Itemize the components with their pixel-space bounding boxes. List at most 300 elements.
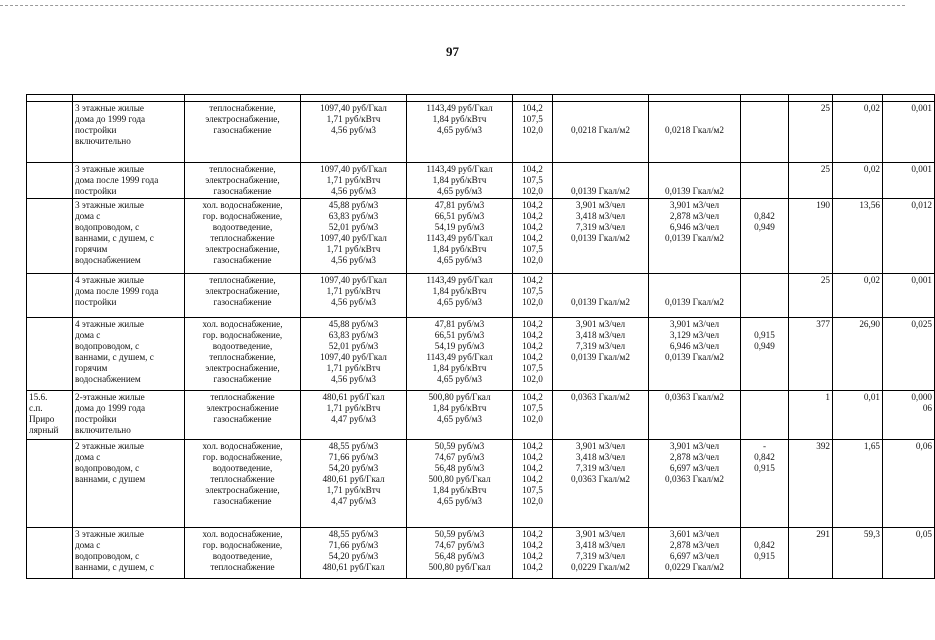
cell-line: 2,878 м3/чел	[669, 540, 720, 550]
cell-line: водоотведение,	[212, 463, 273, 473]
cell-line: 6,697 м3/чел	[669, 463, 720, 473]
cell-line: 4,56 руб/м3	[331, 255, 376, 265]
tariff-current-cell	[301, 274, 407, 318]
cell-line: 54,20 руб/м3	[328, 551, 379, 561]
cell-line: постройки	[75, 297, 117, 307]
cell-line: теплоснабжение	[210, 233, 275, 243]
cell-line: 56,48 руб/м3	[434, 463, 485, 473]
cell-line: 47,81 руб/м3	[434, 319, 485, 329]
index-cell	[513, 274, 553, 318]
cell-line: 1143,49 руб/Гкал	[426, 275, 493, 285]
value-2-cell	[883, 274, 935, 318]
cell-line: 480,61 руб/Гкал	[322, 392, 385, 402]
building-type-cell	[73, 199, 185, 274]
value-2-cell	[883, 440, 935, 528]
table-body	[27, 95, 935, 579]
cell-line: 0,000	[911, 392, 932, 402]
cell-line: 71,66 руб/м3	[328, 452, 379, 462]
cell-line: 104,2	[522, 341, 543, 351]
value-2-cell	[883, 318, 935, 391]
cell-line: хол. водоснабжение,	[202, 529, 283, 539]
cell-line: 3 этажные жилые	[75, 529, 144, 539]
cell-line: 102,0	[522, 186, 543, 196]
cell-line: постройки	[75, 414, 117, 424]
cell-line: электроснабжение,	[205, 286, 280, 296]
cell-line: 0,0139 Гкал/м2	[665, 233, 724, 243]
services-cell	[185, 318, 301, 391]
norm-next-cell	[649, 391, 741, 440]
cell-line: 104,2	[522, 529, 543, 539]
cell-line: 1097,40 руб/Гкал	[320, 275, 387, 285]
cell-line: 4,47 руб/м3	[331, 414, 376, 424]
cell-line: включительно	[75, 425, 131, 435]
value-2-cell	[883, 102, 935, 163]
cell-line: 104,2	[522, 233, 543, 243]
cell-line: 26,90	[859, 319, 880, 329]
cell-line: 0,0218 Гкал/м2	[665, 125, 724, 135]
cell-line: водопроводом, с	[75, 341, 140, 351]
cell-line: 4,65 руб/м3	[437, 374, 482, 384]
cell-line: дома с	[75, 452, 101, 462]
cell-line: 392	[816, 441, 830, 451]
cell-line	[651, 164, 738, 175]
table-row	[27, 102, 935, 163]
cell-line: 0,0363 Гкал/м2	[571, 474, 630, 484]
cell-line: 377	[816, 319, 830, 329]
cell-line: водоотведение,	[212, 341, 273, 351]
count-cell	[789, 528, 833, 579]
cell-line: 500,80 руб/Гкал	[428, 392, 491, 402]
place-cell	[27, 274, 73, 318]
cell-line: 0,012	[911, 200, 932, 210]
cell-line: 25	[820, 164, 830, 174]
cell-line: 0,0139 Гкал/м2	[665, 352, 724, 362]
cell-line: 4,56 руб/м3	[331, 374, 376, 384]
norm-current-cell	[553, 318, 649, 391]
cell-line: 0,0363 Гкал/м2	[571, 392, 630, 402]
cell-line: дома с	[75, 330, 101, 340]
tariff-next-cell	[407, 528, 513, 579]
value-1-cell	[833, 528, 883, 579]
coefficient-cell	[741, 440, 789, 528]
cell-line: 107,5	[522, 244, 543, 254]
norm-current-cell	[553, 199, 649, 274]
cell-line: 107,5	[522, 485, 543, 495]
cell-line: хол. водоснабжение,	[202, 319, 283, 329]
cell-line: 1143,49 руб/Гкал	[426, 164, 493, 174]
cell-line: 0,05	[915, 529, 932, 539]
cell-line: 104,2	[522, 275, 543, 285]
cell-line: 0,0218 Гкал/м2	[571, 125, 630, 135]
place-cell	[27, 102, 73, 163]
cell-line: горячим	[75, 244, 108, 254]
cell-line: 54,19 руб/м3	[434, 341, 485, 351]
cell-line: 1097,40 руб/Гкал	[320, 352, 387, 362]
cell-line: 480,61 руб/Гкал	[322, 474, 385, 484]
cell-line: 0,0139 Гкал/м2	[571, 352, 630, 362]
cell-line: 45,88 руб/м3	[328, 319, 379, 329]
cell-line: 4,56 руб/м3	[331, 186, 376, 196]
place-cell	[27, 440, 73, 528]
tariff-current-cell	[301, 440, 407, 528]
cell-line: 104,2	[522, 200, 543, 210]
cell-line	[743, 529, 786, 540]
cell-line	[555, 164, 646, 175]
cell-line: дома после 1999 года	[75, 286, 159, 296]
cell-line: 2-этажные жилые	[75, 392, 145, 402]
cell-line: горячим	[75, 363, 108, 373]
cell-line: 0,02	[863, 164, 880, 174]
cell-line	[555, 286, 646, 297]
place-cell	[27, 163, 73, 199]
cell-line: газоснабжение	[213, 374, 272, 384]
cell-line: дома до 1999 года	[75, 403, 146, 413]
cell-line: 66,51 руб/м3	[434, 330, 485, 340]
cell-line: 6,946 м3/чел	[669, 341, 720, 351]
cell-line: 1,71 руб/кВтч	[326, 403, 381, 413]
index-cell	[513, 440, 553, 528]
count-cell	[789, 440, 833, 528]
cell-line: 1,84 руб/кВтч	[432, 363, 487, 373]
norm-current-cell	[553, 163, 649, 199]
cell-line: теплоснабжение,	[209, 275, 276, 285]
cell-line: водоотведение,	[212, 551, 273, 561]
cell-line: 54,19 руб/м3	[434, 222, 485, 232]
value-1-cell	[833, 163, 883, 199]
cell-line: 13,56	[859, 200, 880, 210]
cell-line: газоснабжение	[213, 496, 272, 506]
cell-line: 0,949	[754, 222, 775, 232]
cell-line: 3,418 м3/чел	[575, 211, 626, 221]
cell-line: 104,2	[522, 164, 543, 174]
cell-line: 4,65 руб/м3	[437, 414, 482, 424]
cell-line: 48,55 руб/м3	[328, 529, 379, 539]
services-cell	[185, 391, 301, 440]
cell-line: 0,842	[754, 211, 775, 221]
cell-line: 480,61 руб/Гкал	[322, 562, 385, 572]
cell-line: дома с	[75, 211, 101, 221]
cell-line: 107,5	[522, 114, 543, 124]
building-type-cell	[73, 274, 185, 318]
cell-line	[743, 319, 786, 330]
cell-line: 4,65 руб/м3	[437, 186, 482, 196]
table-row	[27, 528, 935, 579]
cell-line: 1,84 руб/кВтч	[432, 403, 487, 413]
cell-line: 50,59 руб/м3	[434, 441, 485, 451]
tariff-next-cell	[407, 391, 513, 440]
coefficient-cell	[741, 528, 789, 579]
value-2-cell	[883, 528, 935, 579]
norm-next-cell	[649, 318, 741, 391]
tariff-current-cell	[301, 163, 407, 199]
cell-line: 1143,49 руб/Гкал	[426, 352, 493, 362]
cell-line: 102,0	[522, 255, 543, 265]
cell-line: 0,842	[754, 452, 775, 462]
index-cell	[513, 199, 553, 274]
tariff-next-cell	[407, 199, 513, 274]
cell-line: 6,946 м3/чел	[669, 222, 720, 232]
cell-line: гор. водоснабжение,	[202, 452, 283, 462]
cell-line: газоснабжение	[213, 414, 272, 424]
coefficient-cell	[741, 274, 789, 318]
cell-line	[743, 200, 786, 211]
cell-line: 0,001	[911, 164, 932, 174]
cell-line: 1,84 руб/кВтч	[432, 244, 487, 254]
cell-line: 4 этажные жилые	[75, 319, 144, 329]
cell-line: электроснабжение	[206, 403, 279, 413]
cell-line: 3 этажные жилые	[75, 200, 144, 210]
tariff-current-cell	[301, 102, 407, 163]
cell-line: теплоснабжение,	[209, 164, 276, 174]
cell-line: 0,02	[863, 275, 880, 285]
cell-line: электроснабжение,	[205, 363, 280, 373]
cell-line: 0,915	[754, 551, 775, 561]
cell-line: 3,601 м3/чел	[669, 529, 720, 539]
cell-line: водопроводом, с	[75, 551, 140, 561]
norm-next-cell	[649, 528, 741, 579]
cell-line: 3,901 м3/чел	[575, 200, 626, 210]
cell-line: 59,3	[863, 529, 880, 539]
cell-line: 4,47 руб/м3	[331, 496, 376, 506]
cell-line: 63,83 руб/м3	[328, 211, 379, 221]
table-row	[27, 199, 935, 274]
building-type-cell	[73, 163, 185, 199]
cell-line: 0,0363 Гкал/м2	[665, 474, 724, 484]
index-cell	[513, 163, 553, 199]
cell-line: 104,2	[522, 103, 543, 113]
cell-line: 3,901 м3/чел	[575, 441, 626, 451]
cell-line: 0,842	[754, 540, 775, 550]
cell-line: гор. водоснабжение,	[202, 540, 283, 550]
cell-line: 0,0363 Гкал/м2	[665, 392, 724, 402]
cell-line: 500,80 руб/Гкал	[428, 562, 491, 572]
cell-line: 56,48 руб/м3	[434, 551, 485, 561]
cell-line: 7,319 м3/чел	[575, 222, 626, 232]
norm-current-cell	[553, 274, 649, 318]
cell-line: 190	[816, 200, 830, 210]
cell-line: 1097,40 руб/Гкал	[320, 103, 387, 113]
cell-line: хол. водоснабжение,	[202, 441, 283, 451]
cell-line: 104,2	[522, 222, 543, 232]
cell-line: теплоснабжение	[210, 562, 275, 572]
cell-line: 4 этажные жилые	[75, 275, 144, 285]
norm-next-cell	[649, 274, 741, 318]
cell-line: включительно	[75, 136, 131, 146]
cell-line: 3,901 м3/чел	[669, 200, 720, 210]
norm-current-cell	[553, 102, 649, 163]
cell-line: 0,0229 Гкал/м2	[665, 562, 724, 572]
cell-line: 102,0	[522, 297, 543, 307]
cell-line: 1,71 руб/кВтч	[326, 485, 381, 495]
cell-line: 107,5	[522, 363, 543, 373]
cell-line: дома до 1999 года	[75, 114, 146, 124]
cell-line: 2,878 м3/чел	[669, 211, 720, 221]
cell-line: 3,901 м3/чел	[575, 529, 626, 539]
cell-line: 3,418 м3/чел	[575, 452, 626, 462]
cell-line: 0,06	[915, 441, 932, 451]
value-1-cell	[833, 391, 883, 440]
cell-line: 15.6.	[29, 392, 48, 402]
cell-line: 74,67 руб/м3	[434, 452, 485, 462]
cell-line: 74,67 руб/м3	[434, 540, 485, 550]
cell-line: 0,949	[754, 341, 775, 351]
cell-line: водопроводом, с	[75, 222, 140, 232]
cell-line: 3,901 м3/чел	[575, 319, 626, 329]
cell-line: 0,0139 Гкал/м2	[571, 233, 630, 243]
cell-line: электроснабжение,	[205, 485, 280, 495]
cell-line: 102,0	[522, 414, 543, 424]
cell-line	[555, 275, 646, 286]
coefficient-cell	[741, 391, 789, 440]
cell-line: 25	[820, 275, 830, 285]
cell-line: 2,878 м3/чел	[669, 452, 720, 462]
norm-next-cell	[649, 163, 741, 199]
cell-line: теплоснабжение,	[209, 352, 276, 362]
cell-line: дома после 1999 года	[75, 175, 159, 185]
cell-line: 1097,40 руб/Гкал	[320, 164, 387, 174]
cell-line	[555, 114, 646, 125]
cell-line: 104,2	[522, 463, 543, 473]
coefficient-cell	[741, 318, 789, 391]
value-1-cell	[833, 274, 883, 318]
cell-line: 4,56 руб/м3	[331, 125, 376, 135]
cell-line: 104,2	[522, 551, 543, 561]
cell-line: 104,2	[522, 562, 543, 572]
cell-line: 06	[922, 403, 932, 413]
value-2-cell	[883, 199, 935, 274]
count-cell	[789, 391, 833, 440]
coefficient-cell	[741, 163, 789, 199]
building-type-cell	[73, 440, 185, 528]
cell-line: 500,80 руб/Гкал	[428, 474, 491, 484]
place-cell	[27, 528, 73, 579]
cell-line: 1143,49 руб/Гкал	[426, 233, 493, 243]
cell-line: 1	[825, 392, 830, 402]
cell-line: 104,2	[522, 392, 543, 402]
cell-line: 54,20 руб/м3	[328, 463, 379, 473]
cell-line: хол. водоснабжение,	[202, 200, 283, 210]
cell-line: 4,65 руб/м3	[437, 297, 482, 307]
cell-line: 3,418 м3/чел	[575, 540, 626, 550]
cell-line: 1143,49 руб/Гкал	[426, 103, 493, 113]
cell-line: водоотведение,	[212, 222, 273, 232]
cell-line	[651, 103, 738, 114]
cell-line: 1,84 руб/кВтч	[432, 286, 487, 296]
table-row	[27, 391, 935, 440]
cell-line: Приpo	[29, 414, 55, 424]
cell-line: 1,71 руб/кВтч	[326, 363, 381, 373]
cell-line: 0,0139 Гкал/м2	[571, 186, 630, 196]
cell-line: 0,02	[863, 103, 880, 113]
cell-line: 3,418 м3/чел	[575, 330, 626, 340]
cell-line: 102,0	[522, 374, 543, 384]
tariff-next-cell	[407, 102, 513, 163]
cell-line: 104,2	[522, 352, 543, 362]
cell-line: 1,65	[863, 441, 880, 451]
cell-line: 63,83 руб/м3	[328, 330, 379, 340]
cell-line: 66,51 руб/м3	[434, 211, 485, 221]
cell-line: 3,901 м3/чел	[669, 441, 720, 451]
cell-line: 2 этажные жилые	[75, 441, 144, 451]
count-cell	[789, 199, 833, 274]
cell-line: 3 этажные жилые	[75, 103, 144, 113]
cell-line: 0,915	[754, 330, 775, 340]
tariff-next-cell	[407, 163, 513, 199]
cell-line: водоснабжением	[75, 374, 141, 384]
cell-line: постройки	[75, 125, 117, 135]
value-1-cell	[833, 199, 883, 274]
cell-line: электроснабжение,	[205, 175, 280, 185]
cell-line	[555, 103, 646, 114]
table-header-strip	[27, 95, 935, 102]
cell-line: 104,2	[522, 319, 543, 329]
cell-line: 1,84 руб/кВтч	[432, 114, 487, 124]
cell-line: 7,319 м3/чел	[575, 551, 626, 561]
cell-line: 0,0139 Гкал/м2	[665, 186, 724, 196]
cell-line: 52,01 руб/м3	[328, 222, 379, 232]
cell-line: 0,0139 Гкал/м2	[571, 297, 630, 307]
coefficient-cell	[741, 199, 789, 274]
table-row	[27, 163, 935, 199]
tariff-current-cell	[301, 199, 407, 274]
cell-line: 107,5	[522, 403, 543, 413]
page-number: 97	[446, 44, 459, 59]
cell-line: 0,915	[754, 463, 775, 473]
cell-line: 1,71 руб/кВтч	[326, 114, 381, 124]
cell-line: ваннами, с душем	[75, 474, 146, 484]
place-cell	[27, 318, 73, 391]
services-cell	[185, 274, 301, 318]
services-cell	[185, 102, 301, 163]
cell-line: 104,2	[522, 540, 543, 550]
cell-line: лярный	[29, 425, 59, 435]
building-type-cell	[73, 318, 185, 391]
table-row	[27, 274, 935, 318]
scan-top-edge	[0, 5, 905, 6]
index-cell	[513, 391, 553, 440]
cell-line: 1,71 руб/кВтч	[326, 175, 381, 185]
cell-line: водоснабжением	[75, 255, 141, 265]
cell-line: 6,697 м3/чел	[669, 551, 720, 561]
cell-line: 1,71 руб/кВтч	[326, 244, 381, 254]
norm-next-cell	[649, 102, 741, 163]
cell-line: 291	[816, 529, 830, 539]
coefficient-cell	[741, 102, 789, 163]
tariff-next-cell	[407, 318, 513, 391]
index-cell	[513, 318, 553, 391]
value-2-cell	[883, 163, 935, 199]
cell-line: постройки	[75, 186, 117, 196]
place-cell	[27, 391, 73, 440]
cell-line: 104,2	[522, 441, 543, 451]
building-type-cell	[73, 528, 185, 579]
cell-line: теплоснабжение	[210, 474, 275, 484]
cell-line: 0,001	[911, 275, 932, 285]
tariff-current-cell	[301, 318, 407, 391]
cell-line: гор. водоснабжение,	[202, 211, 283, 221]
cell-line	[651, 275, 738, 286]
cell-line: теплоснабжение,	[209, 103, 276, 113]
norm-current-cell	[553, 528, 649, 579]
cell-line: дома с	[75, 540, 101, 550]
cell-line: теплоснабжение	[210, 392, 275, 402]
cell-line: 48,55 руб/м3	[328, 441, 379, 451]
cell-line: 102,0	[522, 125, 543, 135]
tariff-table	[26, 94, 935, 579]
cell-line: 104,2	[522, 474, 543, 484]
index-cell	[513, 528, 553, 579]
table-row	[27, 440, 935, 528]
